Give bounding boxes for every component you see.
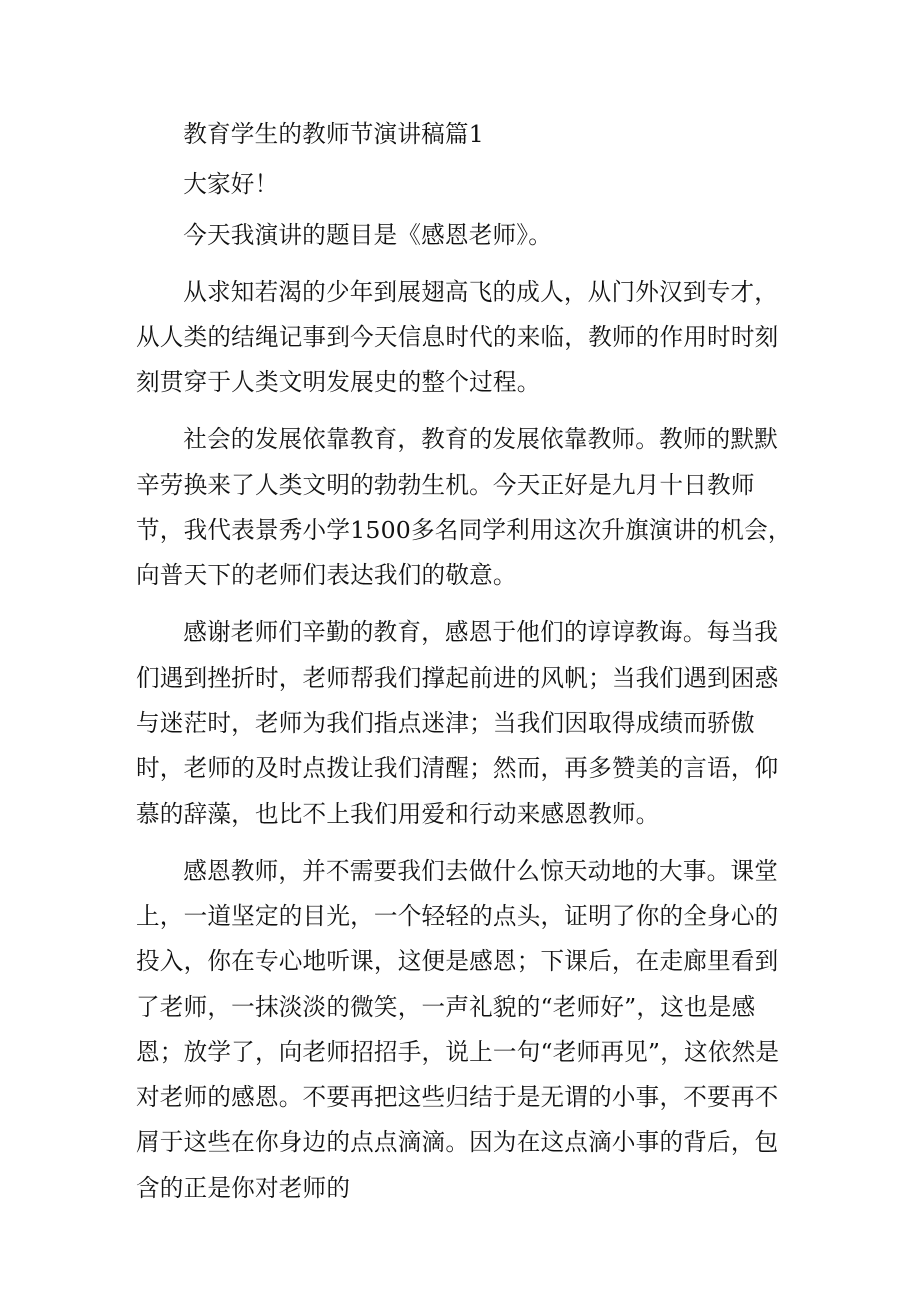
document-body xyxy=(136,112,796,1223)
document-title: 教育学生的教师节演讲稿篇1 xyxy=(183,120,484,148)
topic-line: 今天我演讲的题目是《感恩老师》。 xyxy=(183,220,553,249)
greeting-line: 大家好！ xyxy=(183,170,279,199)
paragraph: 社会的发展依靠教育，教育的发展依靠教师。教师的默默辛劳换来了人类文明的勃勃生机。今天正好是九月十日教师节，我代表景秀小学1500多名同学利用这次升旗演讲的机会，向普天下的老师们表达我们的敬意。 xyxy=(136,425,792,590)
paragraph: 感恩教师，并不需要我们去做什么惊天动地的大事。课堂上，一道坚定的目光，一个轻轻的点头，证明了你的全身心的投入，你在专心地听课，这便是感恩；下课后，在走廊里看到了老师，一抹淡淡的微笑，一声礼貌的“老师好”，这也是感恩；放学了，向老师招招手，说上一句“老师再见”，这依然是对老师的感恩。不要再把这些归结于是无谓的小事，不要再不屑于这些在你身边的点点滴滴。因为在这点滴小事的背后，包含的正是你对老师的 xyxy=(136,856,780,1202)
paragraph: 从求知若渴的少年到展翅高飞的成人，从门外汉到专才，从人类的结绳记事到今天信息时代的来临，教师的作用时时刻刻贯穿于人类文明发展史的整个过程。 xyxy=(136,277,779,397)
paragraph: 感谢老师们辛勤的教育，感恩于他们的谆谆教诲。每当我们遇到挫折时，老师帮我们撑起前进的风帆；当我们遇到困惑与迷茫时，老师为我们指点迷津；当我们因取得成绩而骄傲时，老师的及时点拨让我们清醒；然而，再多赞美的言语，仰慕的辞藻，也比不上我们用爱和行动来感恩教师。 xyxy=(136,618,779,828)
